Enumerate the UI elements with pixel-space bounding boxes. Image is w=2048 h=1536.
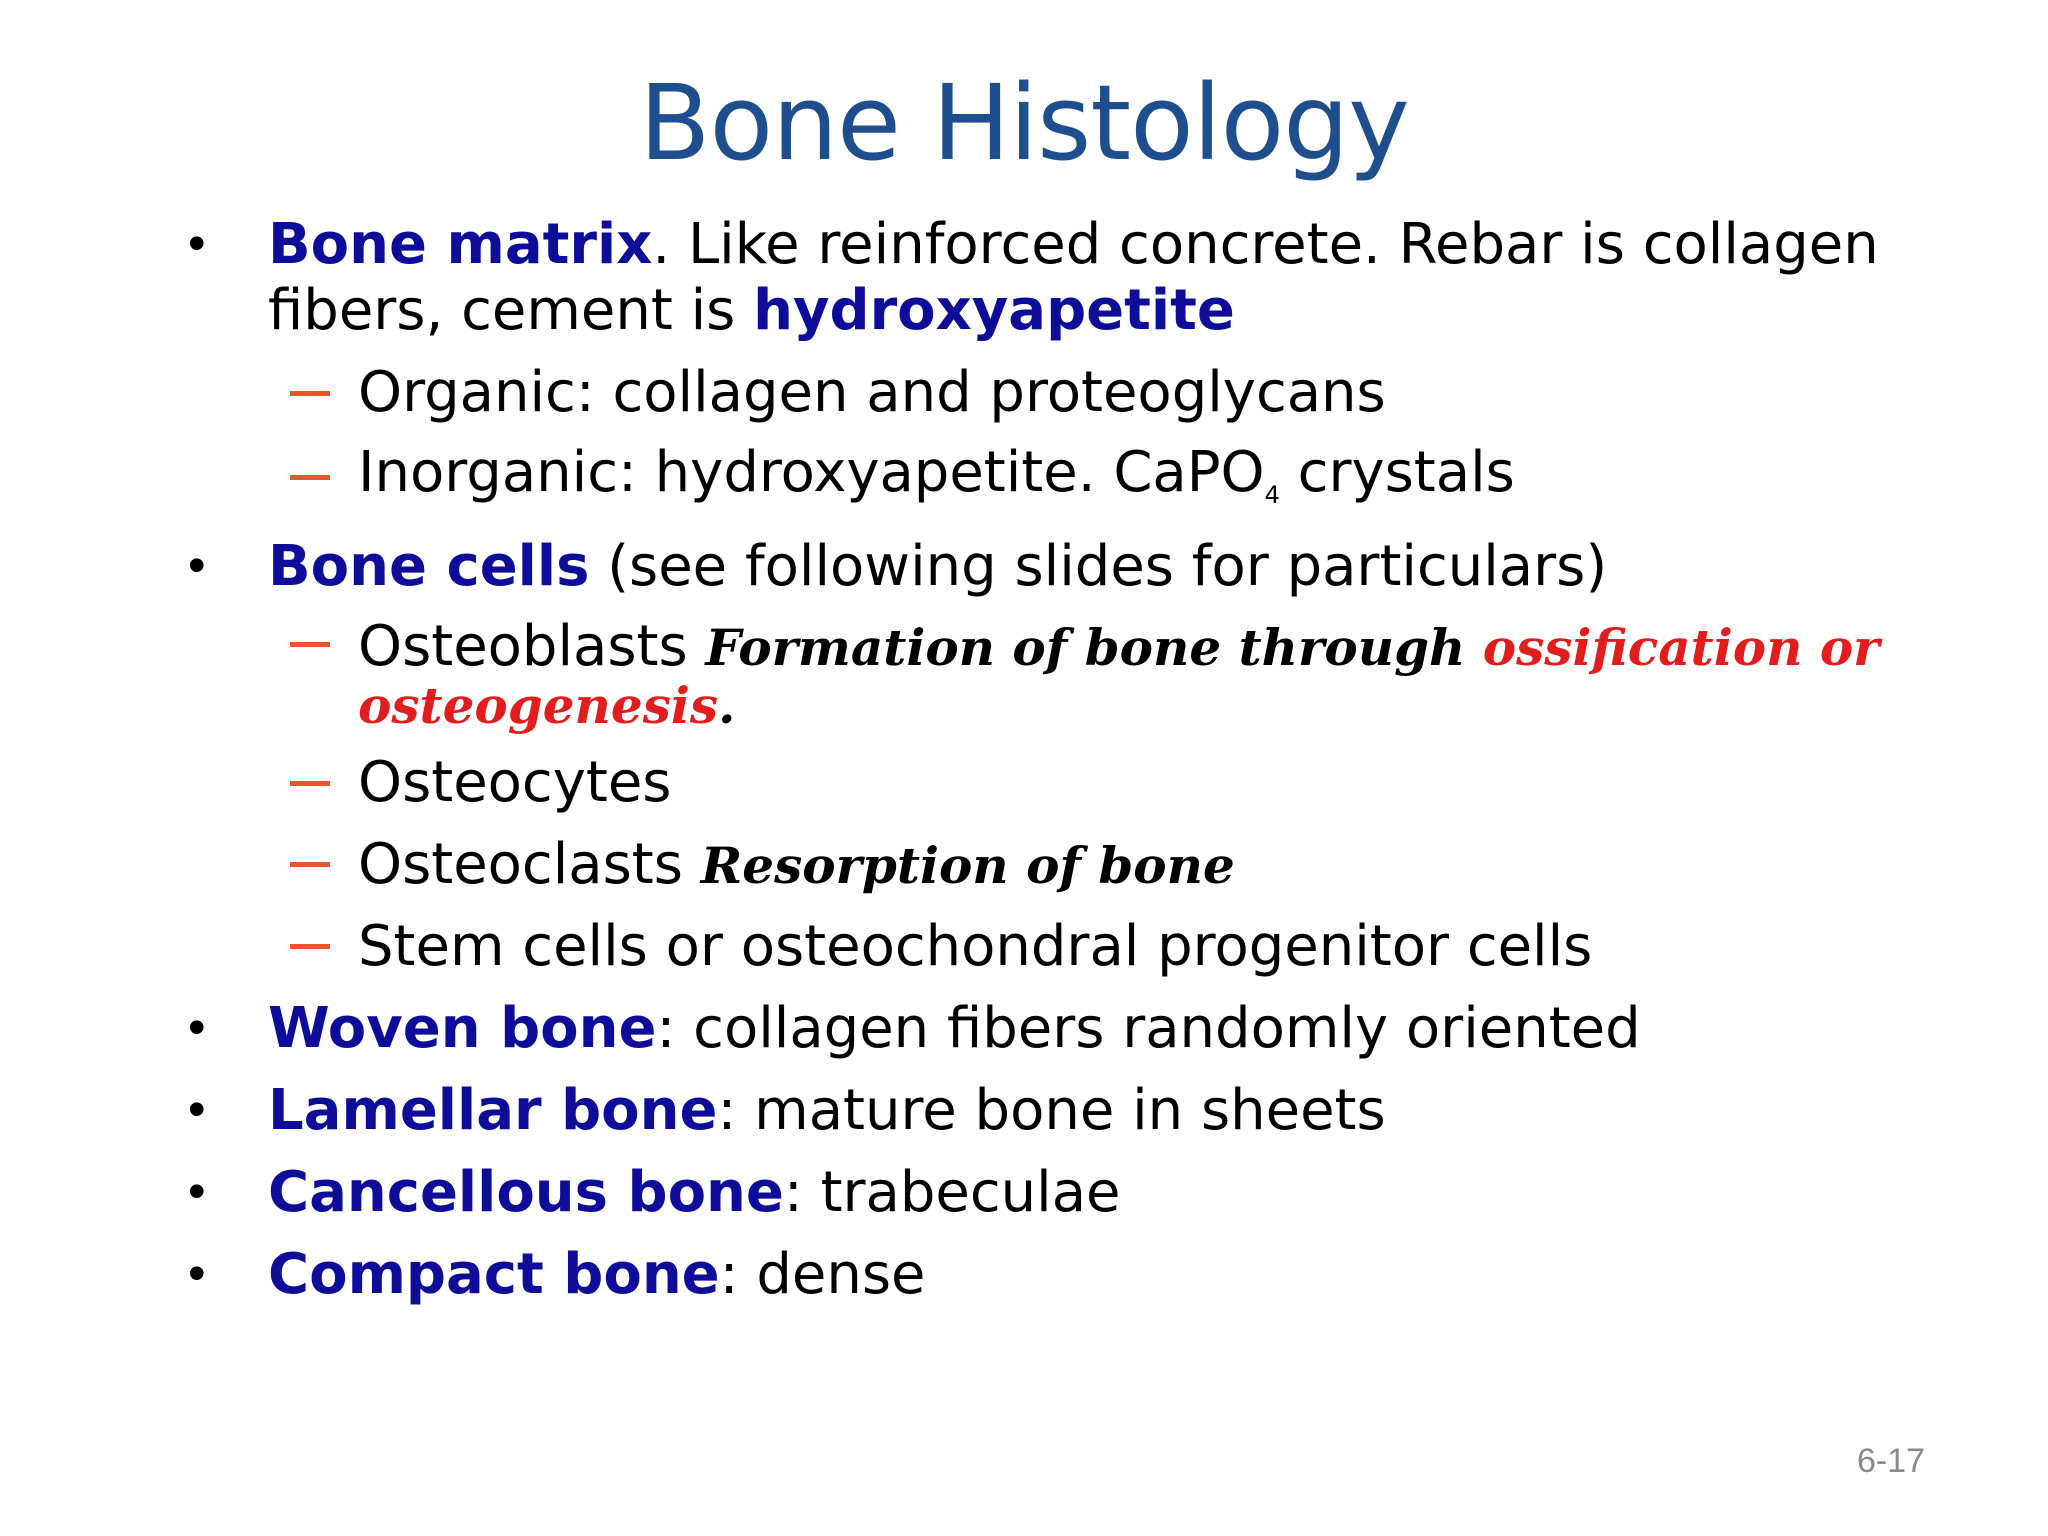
sub-osteoblasts (358, 614, 1880, 681)
woven-bone-text: : collagen fibers randomly oriented (656, 996, 1641, 1061)
orange-dash-icon (290, 391, 330, 396)
bullet-dot-icon: • (188, 1081, 206, 1137)
bullet-cancellous-bone (268, 1160, 1120, 1226)
bullet-dot-icon: • (188, 1245, 206, 1301)
term-cancellous-bone: Cancellous bone (268, 1160, 784, 1225)
bullet-compact-bone (268, 1242, 925, 1308)
orange-dash-icon (290, 642, 330, 647)
orange-dash-icon (290, 944, 330, 949)
slide-title: Bone Histology (639, 62, 1409, 184)
subscript-4: 4 (1264, 481, 1280, 509)
osteoclasts-note: Resorption of bone (700, 836, 1235, 895)
term-woven-bone: Woven bone (268, 996, 657, 1061)
lamellar-bone-text: : mature bone in sheets (717, 1078, 1386, 1143)
bullet-bone-matrix-line2 (268, 278, 1235, 344)
bone-matrix-text-2: fibers, cement is (268, 278, 754, 343)
osteoclasts-label: Osteoclasts (358, 832, 701, 897)
bullet-bone-matrix-line1 (268, 212, 1879, 278)
sub-organic: Organic: collagen and proteoglycans (358, 360, 1386, 425)
sub-inorganic (358, 440, 1515, 509)
cancellous-bone-text: : trabeculae (783, 1160, 1121, 1225)
term-lamellar-bone: Lamellar bone (268, 1078, 718, 1143)
bullet-dot-icon: • (188, 999, 206, 1055)
bullet-woven-bone (268, 996, 1641, 1062)
term-compact-bone: Compact bone (268, 1242, 720, 1307)
bullet-dot-icon: • (188, 537, 206, 593)
bullet-lamellar-bone (268, 1078, 1386, 1144)
orange-dash-icon (290, 862, 330, 867)
bone-cells-text: (see following slides for particulars) (589, 534, 1608, 599)
bullet-bone-cells (268, 534, 1607, 600)
inorganic-text: Inorganic: hydroxyapetite. CaPO (358, 440, 1265, 505)
bullet-dot-icon: • (188, 215, 206, 271)
osteoblasts-label: Osteoblasts (358, 614, 706, 679)
sub-osteoblasts-line2 (358, 672, 735, 739)
term-bone-cells: Bone cells (268, 534, 590, 599)
term-bone-matrix: Bone matrix (268, 212, 653, 277)
orange-dash-icon (290, 781, 330, 786)
sub-osteocytes: Osteocytes (358, 750, 672, 815)
sub-osteoclasts (358, 832, 1235, 899)
orange-dash-icon (290, 475, 330, 480)
osteoblasts-note: Formation of bone through (705, 618, 1483, 677)
bullet-dot-icon: • (188, 1163, 206, 1219)
osteoblasts-period: . (718, 676, 736, 735)
compact-bone-text: : dense (719, 1242, 926, 1307)
osteogenesis-text: osteogenesis (358, 676, 718, 735)
bone-matrix-text: . Like reinforced concrete. Rebar is collagen (652, 212, 1879, 277)
inorganic-tail: crystals (1279, 440, 1515, 505)
term-hydroxyapetite: hydroxyapetite (753, 278, 1235, 343)
page-number: 6-17 (1856, 1442, 1925, 1480)
sub-stem-cells: Stem cells or osteochondral progenitor cells (358, 914, 1593, 979)
osteoblasts-note-red: ossification or (1482, 618, 1880, 677)
